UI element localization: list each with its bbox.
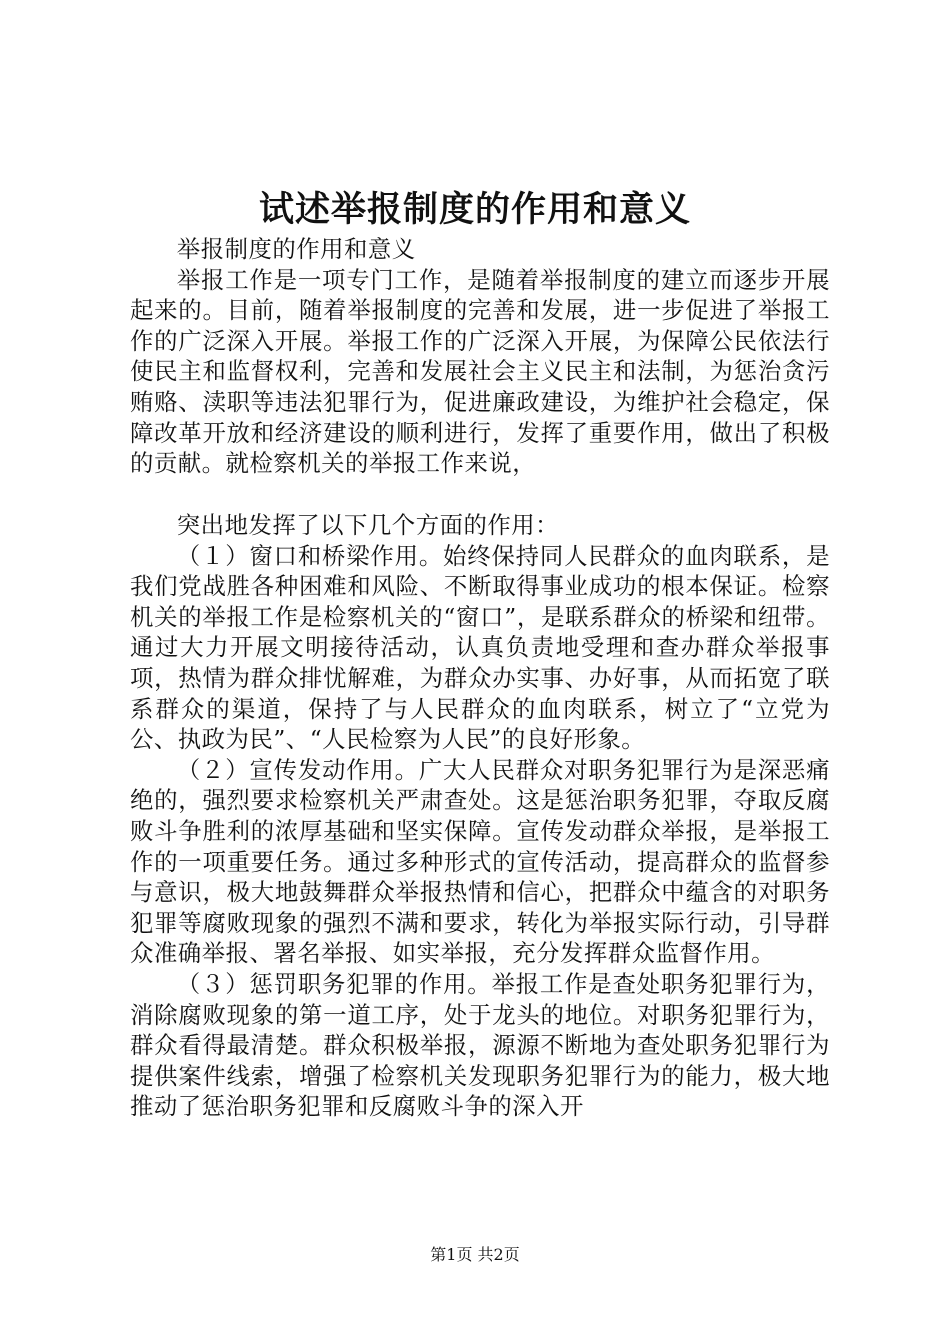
paragraph-item-2: （２）宣传发动作用。广大人民群众对职务犯罪行为是深恶痛绝的，强烈要求检察机关严肃查处。这是惩治职务犯罪，夺取反腐败斗争胜利的浓厚基础和坚实保障。宣传发动群众举报，是举报工作的一项重要任务。通过多种形式的宣传活动，提高群众的监督参与意识，极大地鼓舞群众举报热情和信心，把群众中蕴含的对职务犯罪等腐败现象的强烈不满和要求，转化为举报实际行动，引导群众准确举报、署名举报、如实举报，充分发挥群众监督作用。 <box>130 755 830 968</box>
paragraph-intro: 举报工作是一项专门工作，是随着举报制度的建立而逐步开展起来的。目前，随着举报制度的完善和发展，进一步促进了举报工作的广泛深入开展。举报工作的广泛深入开展，为保障公民依法行使民主和监督权利，完善和发展社会主义民主和法制，为惩治贪污贿赂、渎职等违法犯罪行为，促进廉政建设，为维护社会稳定，保障改革开放和经济建设的顺利进行，发挥了重要作用，做出了积极的贡献。就检察机关的举报工作来说， <box>130 265 830 478</box>
paragraph-lead: 突出地发挥了以下几个方面的作用： <box>176 511 560 539</box>
paragraph-item-1: （１）窗口和桥梁作用。始终保持同人民群众的血肉联系，是我们党战胜各种困难和风险、不断取得事业成功的根本保证。检察机关的举报工作是检察机关的“窗口”，是联系群众的桥梁和纽带。通过大力开展文明接待活动，认真负责地受理和查办群众举报事项，热情为群众排忧解难，为群众办实事、办好事，从而拓宽了联系群众的渠道，保持了与人民群众的血肉联系，树立了“立党为公、执政为民”、“人民检察为人民”的良好形象。 <box>130 541 830 754</box>
body-text-block-b <box>130 510 830 1122</box>
paragraph-subtitle: 举报制度的作用和意义 <box>176 235 416 263</box>
paragraph-item-3: （３）惩罚职务犯罪的作用。举报工作是查处职务犯罪行为，消除腐败现象的第一道工序，处于龙头的地位。对职务犯罪行为，群众看得最清楚。群众积极举报，源源不断地为查处职务犯罪行为提供案件线索，增强了检察机关发现职务犯罪行为的能力，极大地推动了惩治职务犯罪和反腐败斗争的深入开 <box>130 969 830 1121</box>
document-title: 试述举报制度的作用和意义 <box>258 189 691 230</box>
body-text-block-a <box>130 234 830 479</box>
page-footer: 第1页 共2页 <box>430 1245 520 1264</box>
